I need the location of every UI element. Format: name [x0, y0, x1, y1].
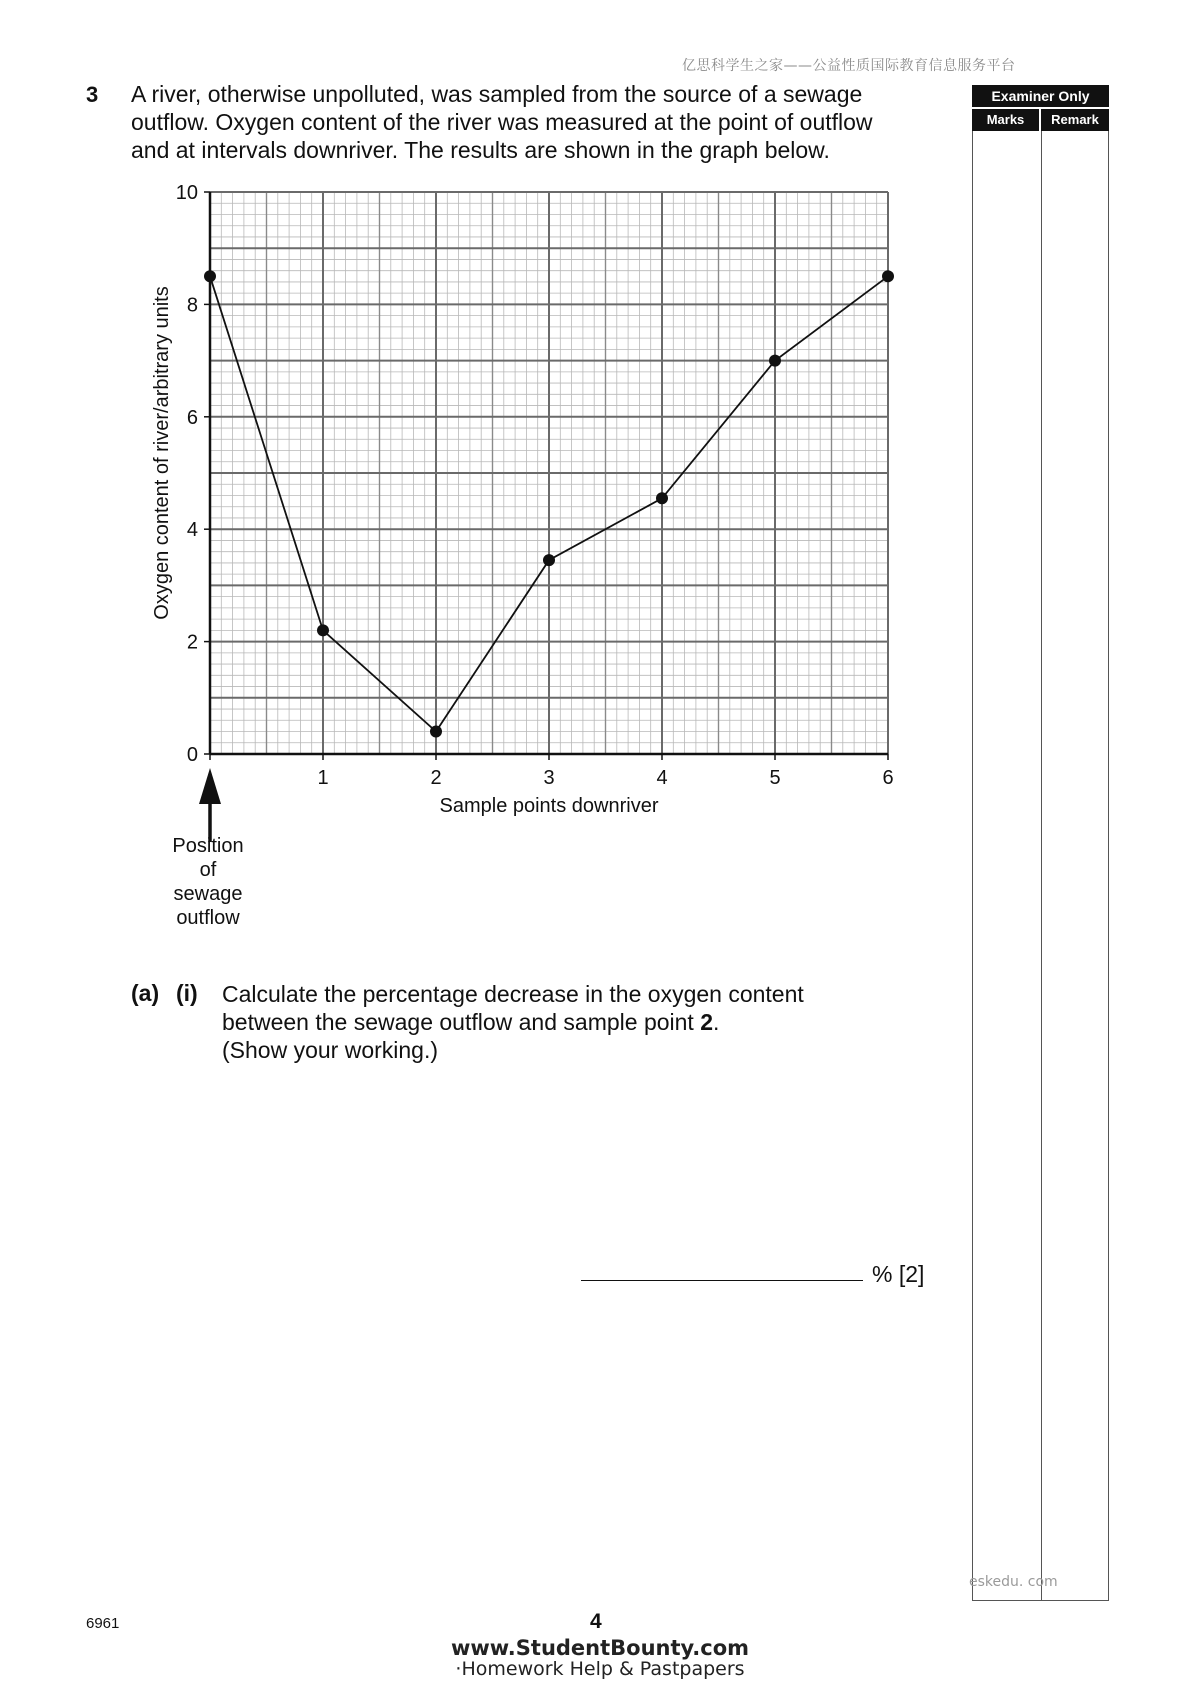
column-divider	[1041, 131, 1042, 1600]
part-question-text	[222, 980, 922, 1064]
examiner-column-headers	[972, 109, 1109, 131]
annotation-line: Position	[172, 835, 244, 857]
x-tick-label: 1	[317, 767, 329, 789]
remark-header: Remark	[1041, 109, 1109, 131]
annotation-line: sewage	[173, 883, 243, 905]
header-watermark: 亿思科学生之家——公益性质国际教育信息服务平台	[682, 58, 1016, 74]
part-text-segment: between the sewage outflow and sample point	[222, 1009, 701, 1035]
x-tick-label: 3	[543, 767, 555, 789]
part-text-line	[222, 1008, 922, 1036]
arrow-head	[199, 768, 221, 804]
y-tick-label: 8	[186, 294, 198, 317]
question-stem-line: and at intervals downriver. The results are shown in the graph below.	[131, 137, 830, 163]
paper-code: 6961	[86, 1615, 120, 1632]
examiner-columns	[972, 131, 1109, 1601]
annotation-line: of	[199, 859, 217, 881]
subpart-label: (i)	[176, 980, 198, 1006]
y-tick-label: 4	[186, 519, 198, 542]
x-axis-label: Sample points downriver	[439, 795, 659, 817]
examiner-title: Examiner Only	[972, 85, 1109, 107]
part-text-segment: .	[713, 1009, 720, 1035]
outflow-arrow-icon	[199, 768, 221, 842]
y-tick-label: 0	[186, 744, 198, 766]
page-number: 4	[590, 1610, 602, 1633]
x-tick-label: 6	[882, 767, 894, 789]
answer-line[interactable]	[581, 1280, 863, 1281]
annotation-line: outflow	[176, 907, 240, 929]
question-stem-line: A river, otherwise unpolluted, was sampled from the source of a sewage	[131, 81, 863, 107]
data-point	[882, 270, 894, 282]
outflow-annotation	[148, 834, 268, 930]
data-point	[317, 624, 329, 636]
brand-site: www.StudentBounty.com	[450, 1636, 750, 1660]
y-tick-label: 6	[186, 406, 198, 429]
part-text-line: Calculate the percentage decrease in the oxygen content	[222, 981, 804, 1007]
part-text-bold: 2	[700, 1009, 714, 1035]
x-tick-label: 4	[656, 767, 668, 789]
examiner-box	[972, 85, 1109, 1600]
y-axis-label: Oxygen content of river/arbitrary units	[151, 286, 173, 620]
oxygen-graph	[140, 170, 920, 950]
part-label: (a)	[131, 980, 160, 1006]
data-point	[430, 726, 442, 738]
data-point	[543, 554, 555, 566]
data-point	[656, 492, 668, 504]
y-tick-label: 10	[175, 182, 198, 204]
marks-header: Marks	[972, 109, 1039, 131]
x-tick-label: 5	[769, 767, 781, 789]
brand-tagline: ·Homework Help & Pastpapers	[455, 1658, 745, 1680]
oxygen-chart-svg	[140, 170, 920, 817]
question-stem	[131, 80, 931, 164]
data-point	[769, 355, 781, 367]
question-number: 3	[86, 82, 99, 107]
data-point	[204, 270, 216, 282]
part-text-line: (Show your working.)	[222, 1037, 439, 1063]
answer-suffix: % [2]	[872, 1261, 925, 1287]
margin-watermark: eskedu. com	[969, 1574, 1058, 1590]
question-stem-line: outflow. Oxygen content of the river was measured at the point of outflow	[131, 109, 873, 135]
x-tick-label: 2	[430, 767, 442, 789]
footer-brand	[440, 1637, 760, 1679]
y-tick-label: 2	[186, 631, 198, 654]
